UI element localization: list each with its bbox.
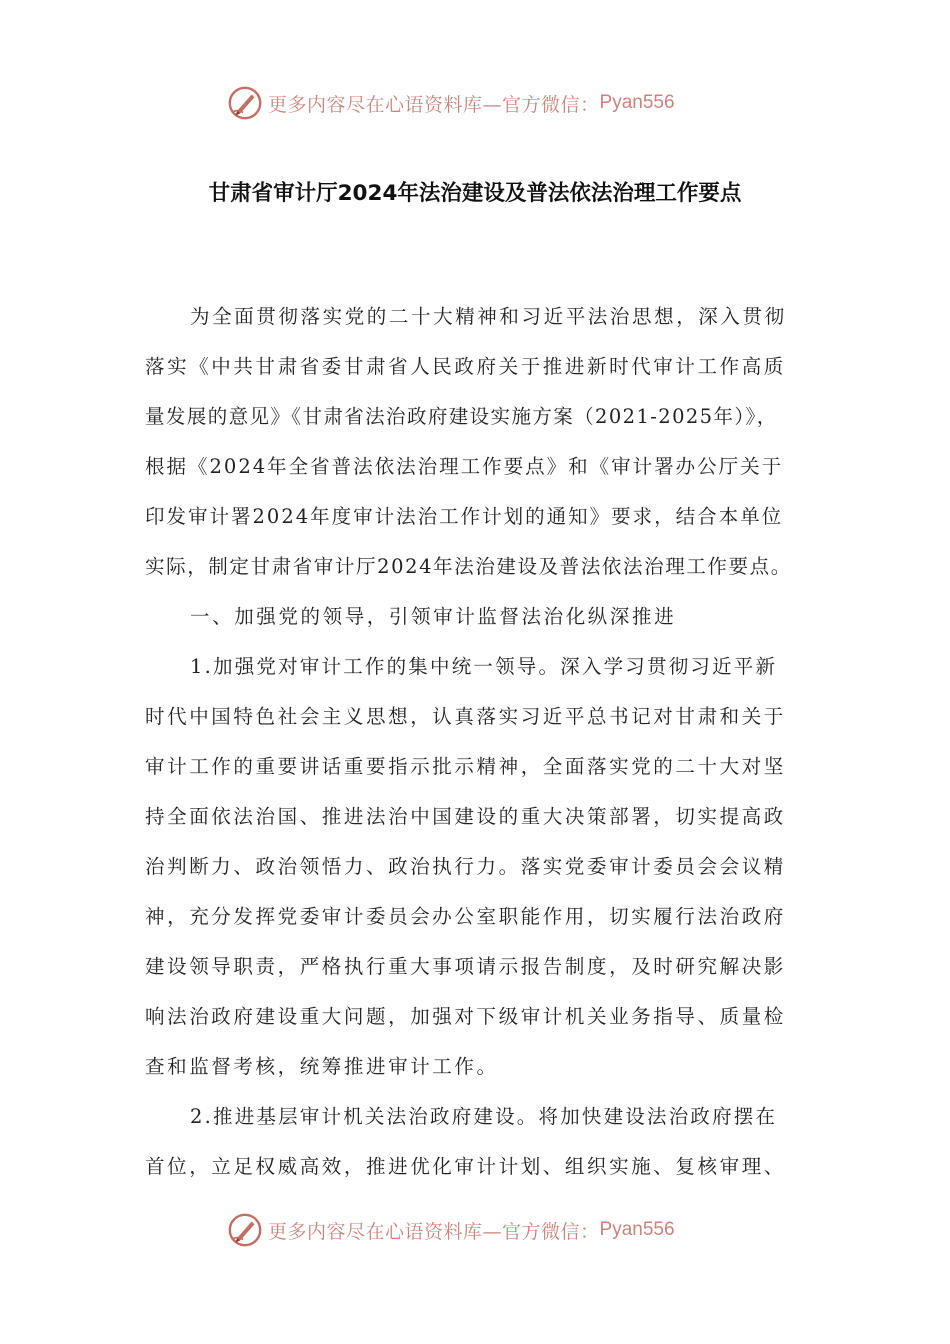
watermark-text: 更多内容尽在心语资料库—官方微信： <box>268 1220 600 1243</box>
paragraph-line: 为全面贯彻落实党的二十大精神和习近平法治思想，深入贯彻 <box>190 305 787 328</box>
paragraph-line: 落实《中共甘肃省委甘肃省人民政府关于推进新时代审计工作高质 <box>145 355 786 378</box>
paragraph-line: 治判断力、政治领悟力、政治执行力。落实党委审计委员会会议精 <box>145 855 786 878</box>
paragraph-line: 实际，制定甘肃省审计厅2024年法治建设及普法依法治理工作要点。 <box>145 555 792 578</box>
paragraph-line: 2.推进基层审计机关法治政府建设。将加快建设法治政府摆在 <box>190 1105 778 1128</box>
watermark-wechat-id: Pyan556 <box>599 1219 675 1240</box>
paragraph-line: 印发审计署2024年度审计法治工作计划的通知》要求，结合本单位 <box>145 505 784 528</box>
footer-watermark <box>226 1210 675 1250</box>
section-heading: 一、加强党的领导，引领审计监督法治化纵深推进 <box>190 605 677 628</box>
pen-logo-icon <box>226 1211 264 1249</box>
paragraph-line: 持全面依法治国、推进法治中国建设的重大决策部署，切实提高政 <box>145 805 786 828</box>
watermark-wechat-id: Pyan556 <box>599 92 675 113</box>
document-title: 甘肃省审计厅2024年法治建设及普法依法治理工作要点 <box>208 181 742 206</box>
watermark-text: 更多内容尽在心语资料库—官方微信： <box>268 93 600 116</box>
paragraph-line: 时代中国特色社会主义思想，认真落实习近平总书记对甘肃和关于 <box>145 705 786 728</box>
paragraph-line: 量发展的意见》《甘肃省法治政府建设实施方案（2021-2025年）》， <box>145 405 778 428</box>
pen-logo-icon <box>226 84 264 122</box>
paragraph-line: 审计工作的重要讲话重要指示批示精神，全面落实党的二十大对坚 <box>145 755 786 778</box>
paragraph-line: 查和监督考核，统筹推进审计工作。 <box>145 1055 499 1078</box>
paragraph-line: 响法治政府建设重大问题，加强对下级审计机关业务指导、质量检 <box>145 1005 786 1028</box>
paragraph-line: 建设领导职责，严格执行重大事项请示报告制度，及时研究解决影 <box>145 955 786 978</box>
paragraph-line: 根据《2024年全省普法依法治理工作要点》和《审计署办公厅关于 <box>145 455 784 478</box>
paragraph-line: 首位，立足权威高效，推进优化审计计划、组织实施、复核审理、 <box>145 1155 786 1178</box>
paragraph-line: 神，充分发挥党委审计委员会办公室职能作用，切实履行法治政府 <box>145 905 786 928</box>
header-watermark <box>226 83 675 123</box>
paragraph-line: 1.加强党对审计工作的集中统一领导。深入学习贯彻习近平新 <box>190 655 778 678</box>
